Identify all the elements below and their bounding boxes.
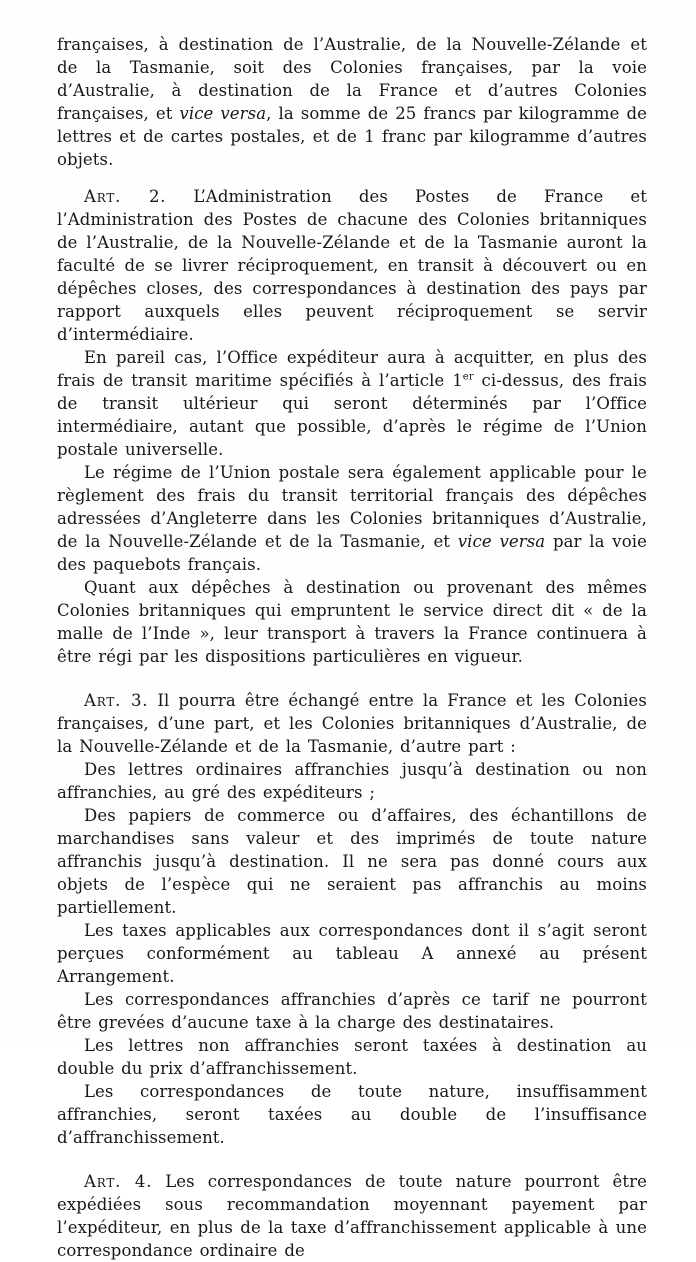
- continuation-text-post: , la somme de 25 francs par kilogramme de lettres et de cartes postales, et de 1 franc par kilogramme d’autres objets.: [57, 104, 647, 169]
- paragraph-article-2-transit: [57, 346, 647, 461]
- vice-versa-italic: vice versa: [457, 532, 546, 551]
- papiers-commerce-text: Des papiers de commerce ou d’affaires, des échantillons de marchandises sans valeur et des imprimés de toute nature affranchis jusqu’à destination. Il ne sera pas donné cours aux objets de l’espèce qui ne seraient pas affranchis au moins partiellement.: [57, 806, 647, 917]
- correspondances-affranchies-text: Les correspondances affranchies d’après ce tarif ne pourront être grevées d’aucune taxe à la charge des destinataires.: [57, 990, 647, 1032]
- paragraph-article-2-union-postale: [57, 461, 647, 576]
- ordinal-superscript: er: [462, 371, 474, 383]
- continuation-text-pre: françaises, à destination de l’Australie, de la Nouvelle-Zélande et de la Tasmanie, soit des Colonies françaises, par la voie d’Australie, à destination de la France et d’autres Colonies françaises, et: [57, 35, 647, 123]
- article-3-label: Art. 3.: [84, 691, 149, 710]
- paragraph-continuation: [57, 33, 647, 171]
- union-postale-text-post: par la voie des paquebots français.: [57, 532, 647, 574]
- paragraph-article-3-taxes: [57, 919, 647, 988]
- article-3-text: Il pourra être échangé entre la France et les Colonies françaises, d’une part, et les Colonies britanniques d’Australie, de la Nouvelle-Zélande et de la Tasmanie, d’autre part :: [57, 691, 647, 756]
- article-4-label: Art. 4.: [84, 1172, 153, 1191]
- paragraph-article-3-lettres: [57, 758, 647, 804]
- article-2-transit-text-before: En pareil cas, l’Office expéditeur aura à acquitter, en plus des frais de transit maritime spécifiés à l’article 1: [57, 348, 647, 390]
- insuffisance-text: Les correspondances de toute nature, insuffisamment affranchies, seront taxées au double de l’insuffisance d’affranchissement.: [57, 1082, 647, 1147]
- paragraph-article-3-papiers: [57, 804, 647, 919]
- paragraph-article-4: [57, 1170, 647, 1262]
- paragraph-article-3-insuffisance: [57, 1080, 647, 1149]
- article-4-text: Les correspondances de toute nature pourront être expédiées sous recommandation moyennant payement par l’expéditeur, en plus de la taxe d’affranchissement applicable à une correspondance ordinaire de: [57, 1172, 648, 1260]
- article-2-text: L’Administration des Postes de France et l’Administration des Postes de chacune des Colonies britanniques de l’Australie, de la Nouvelle-Zélande et de la Tasmanie auront la faculté de se livrer réciproquement, en transit à découvert ou en dépêches closes, des correspondances à destination des pays par rapport auxquels elles peuvent réciproquement se servir d’intermédiaire.: [57, 187, 647, 344]
- vice-versa-italic: vice versa: [179, 104, 267, 123]
- malle-inde-text: Quant aux dépêches à destination ou provenant des mêmes Colonies britanniques qui empruntent le service direct dit « de la malle de l’Inde », leur transport à travers la France continuera à être régi par les dispositions particulières en vigueur.: [57, 578, 647, 666]
- paragraph-article-3-affranchies: [57, 988, 647, 1034]
- union-postale-text-pre: Le régime de l’Union postale sera également applicable pour le règlement des frais du transit territorial français des dépêches adressées d’Angleterre dans les Colonies britanniques d’Australie, de la Nouvelle-Zélande et de la Tasmanie, et: [57, 463, 647, 551]
- paragraph-article-3-non-affranchies: [57, 1034, 647, 1080]
- paragraph-article-2: [57, 185, 647, 346]
- lettres-ordinaires-text: Des lettres ordinaires affranchies jusqu’à destination ou non affranchies, au gré des expéditeurs ;: [57, 760, 647, 802]
- article-2-transit-text-after: ci-dessus, des frais de transit ultérieur qui seront déterminés par l’Office intermédiaire, autant que possible, d’après le régime de l’Union postale universelle.: [57, 371, 647, 459]
- paragraph-article-3: [57, 689, 647, 758]
- article-2-label: Art. 2.: [84, 187, 167, 206]
- taxes-applicables-text: Les taxes applicables aux correspondances dont il s’agit seront perçues conformément au tableau A annexé au présent Arrangement.: [57, 921, 647, 986]
- lettres-non-affranchies-text: Les lettres non affranchies seront taxées à destination au double du prix d’affranchissement.: [57, 1036, 647, 1078]
- paragraph-article-2-malle-inde: [57, 576, 647, 668]
